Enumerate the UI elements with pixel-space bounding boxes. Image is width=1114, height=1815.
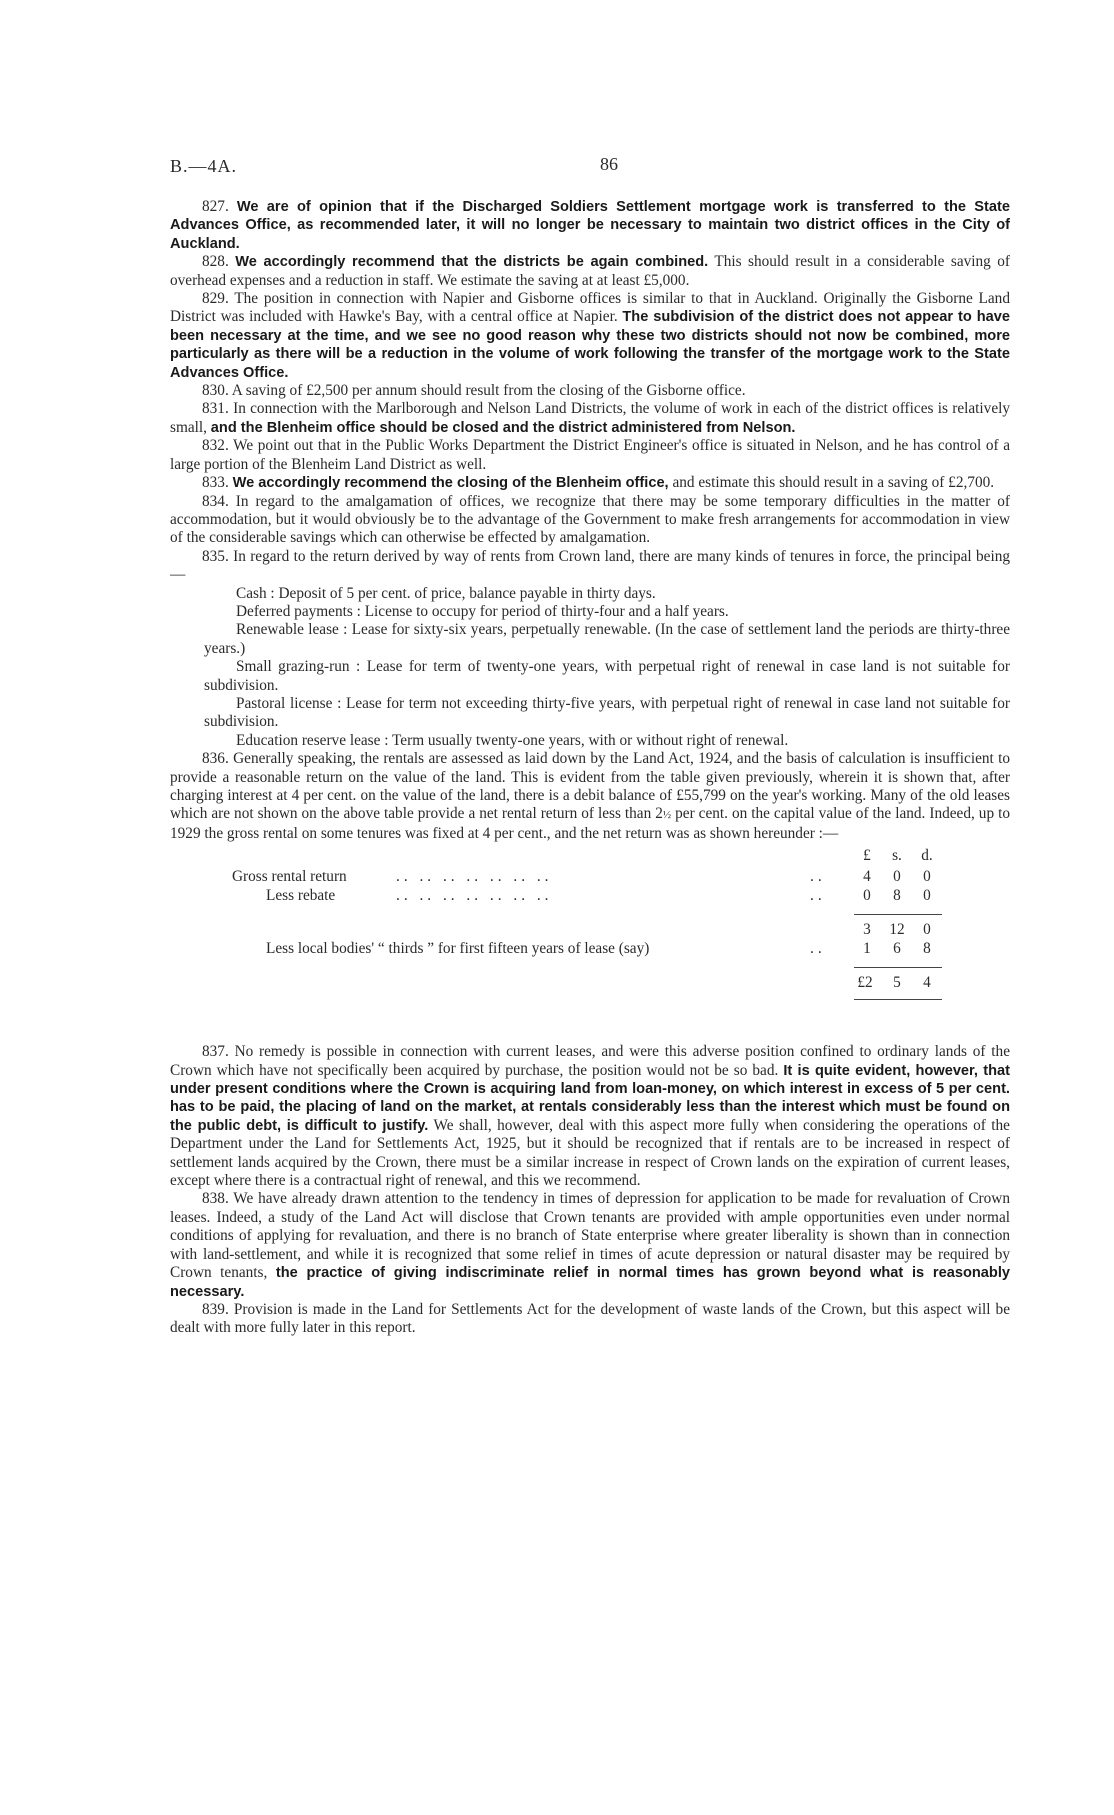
pounds-value: £2 [857, 974, 873, 992]
shillings-value: 8 [893, 887, 901, 905]
paragraph-833 [170, 474, 1010, 492]
paragraph-number: 838. [202, 1190, 229, 1208]
leader-dots: .. .. .. .. .. .. .. [396, 887, 553, 905]
body-text: No remedy is possible in connection with current leases, and were this adverse position confined to ordinary lands of the Crown which have not specifically been acquired by purchase, the position would not be so bad. [170, 1043, 1010, 1079]
body-text: The position in connection with Napier and Gisborne offices is similar to that in Auckland. Originally the Gisborne Land District was included with Hawke's Bay, with a central office at Napier. [170, 290, 1010, 326]
paragraph-number: 832. [202, 437, 229, 455]
tenure-label: Pastoral license : [236, 694, 342, 712]
calc-label: Less rebate [266, 887, 336, 905]
tenure-label: Renewable lease : [236, 621, 348, 639]
paragraph-number: 833. [202, 474, 229, 492]
bold-text: We are of opinion that if the Discharged Soldiers Settlement mortgage work is transferred to the State Advances Office, as recommended later, it will no longer be necessary to maintain two district offices in the City of Auckland. [170, 199, 1010, 252]
paragraph-836 [170, 750, 1010, 843]
body-text: Generally speaking, the rentals are assessed as laid down by the Land Act, 1924, and the basis of calculation is insufficient to provide a reasonable return on the value of the land. This is evident from the table given previously, wherein it is shown that, after charging interest at 4 per cent. on the value of the land, there is a debit balance of £55,799 on the year's working. Many of the old leases which are not shown on the above table provide a net rental return of less than 2 [170, 750, 1010, 823]
tenure-label: Small grazing-run : [236, 658, 361, 676]
paragraph-number: 827. [202, 198, 229, 215]
calc-label: Less local bodies' “ thirds ” for first fifteen years of lease (say) [266, 940, 650, 958]
pence-value: 8 [923, 940, 931, 958]
body-text: We have already drawn attention to the tendency in times of depression for application to be made for revaluation of Crown leases. Indeed, a study of the Land Act will disclose that Crown tenants are provided with ample opportunities even under normal conditions of applying for revaluation, and there is no branch of State enterprise where greater liberality is shown than in connection with land-settlement, and while it is recognized that some relief in times of acute depression or natural disaster may be required by Crown tenants, [170, 1190, 1010, 1282]
bold-text: We accordingly recommend the closing of the Blenheim office, [232, 475, 669, 492]
body-text: In connection with the Marlborough and Nelson Land Districts, the volume of work in each of the district offices is relatively small, [170, 400, 1011, 436]
bold-text: It is quite evident, however, that under present conditions where the Crown is acquiring land from loan-money, on which interest in excess of 5 per cent. has to be paid, the placing of land on the market, at rentals considerably less than the interest which must be found on the public debt, is difficult to justify. [170, 1062, 1010, 1134]
bold-text: We accordingly recommend that the districts be again combined. [235, 254, 709, 271]
body-text: We point out that in the Public Works Department the District Engineer's office is situated in Nelson, and he has control of a large portion of the Blenheim Land District as well. [170, 437, 1010, 473]
paragraph-832 [170, 437, 1010, 474]
tenure-description: Lease for sixty-six years, perpetually renewable. (In the case of settlement land the periods are thirty-three years.) [204, 621, 1010, 657]
total-rule-top [854, 967, 942, 968]
paragraph-837 [170, 1043, 1010, 1190]
paragraph-831 [170, 400, 1010, 437]
body-text: In regard to the amalgamation of offices, we recognize that there may be some temporary difficulties in the matter of accommodation, but it would obviously be to the advantage of the Government to make fresh arrangements for accommodation in view of the considerable savings which can otherwise be effected by amalgamation. [170, 492, 1011, 547]
pounds-value: 0 [863, 887, 871, 905]
paragraph-number: 831. [202, 400, 229, 418]
shillings-header: s. [892, 847, 902, 865]
subtotal-rule [854, 914, 942, 915]
tenure-list [170, 585, 1010, 751]
tenure-label: Education reserve lease : [236, 731, 389, 749]
body-text: This should result in a considerable saving of overhead expenses and a reduction in staff. We estimate the saving at at least £5,000. [170, 253, 1010, 289]
tenure-description: License to occupy for period of thirty-four and a half years. [364, 602, 729, 620]
tenure-description: Term usually twenty-one years, with or without right of renewal. [392, 731, 789, 749]
pounds-value: 4 [863, 868, 871, 886]
tenure-label: Cash : [236, 584, 275, 602]
paragraph-834 [170, 493, 1010, 548]
document-body [170, 198, 1010, 1338]
tenure-item [170, 732, 1010, 750]
leader-dots: .. [810, 868, 826, 886]
pence-header: d. [921, 847, 933, 865]
pounds-value: 1 [863, 940, 871, 958]
rental-calculation-table [170, 847, 1010, 1043]
paragraph-number: 835. [202, 547, 229, 565]
pence-value: 0 [923, 868, 931, 886]
paragraph-number: 836. [202, 750, 229, 768]
bold-text: and the Blenheim office should be closed and the district administered from Nelson. [210, 419, 796, 436]
paragraph-838 [170, 1190, 1010, 1300]
page-number: 86 [600, 154, 618, 174]
calc-row-gross [170, 868, 1010, 888]
pounds-value: 3 [863, 921, 871, 939]
report-reference: B.—4A. [170, 156, 238, 176]
pounds-header: £ [863, 847, 871, 865]
paragraph-number: 829. [202, 290, 229, 308]
pence-value: 0 [923, 887, 931, 905]
shillings-value: 12 [889, 921, 905, 939]
bold-text: the practice of giving indiscriminate relief in normal times has grown beyond what is reasonably necessary. [170, 1265, 1010, 1300]
body-text: We shall, however, deal with this aspect more fully when considering the operations of the Department under the Land for Settlements Act, 1925, but it should be recognized that if rentals are to be increased in respect of settlement lands acquired by the Crown, there must be a similar increase in respect of Crown lands on the expiration of current leases, except where there is a contractual right of renewal, and this we recommend. [170, 1116, 1010, 1190]
tenure-description: Deposit of 5 per cent. of price, balance payable in thirty days. [278, 584, 656, 602]
paragraph-830 [170, 382, 1010, 400]
body-text: A saving of £2,500 per annum should result from the closing of the Gisborne office. [231, 382, 746, 400]
column-headers [170, 847, 1010, 867]
pence-value: 0 [923, 921, 931, 939]
fraction: ½ [662, 809, 672, 822]
paragraph-number: 837. [202, 1043, 229, 1061]
body-text: and estimate this should result in a saving of £2,700. [672, 474, 995, 492]
shillings-value: 5 [893, 974, 901, 992]
pence-value: 4 [923, 974, 931, 992]
paragraph-829 [170, 290, 1010, 382]
shillings-value: 0 [893, 868, 901, 886]
paragraph-827 [170, 198, 1010, 253]
paragraph-828 [170, 253, 1010, 290]
paragraph-number: 830. [202, 382, 229, 400]
paragraph-839 [170, 1301, 1010, 1338]
tenure-item [170, 658, 1010, 695]
leader-dots: .. [810, 887, 826, 905]
tenure-item [170, 695, 1010, 732]
shillings-value: 6 [893, 940, 901, 958]
tenure-item [170, 603, 1010, 621]
tenure-description: Lease for term of twenty-one years, with perpetual right of renewal in case land is not suitable for subdivision. [204, 658, 1010, 694]
calc-row-rebate [170, 887, 1010, 907]
paragraph-number: 828. [202, 253, 229, 271]
tenure-label: Deferred payments : [236, 602, 361, 620]
tenure-item [170, 585, 1010, 603]
leader-dots: .. [810, 940, 826, 958]
calc-row-local-bodies [170, 940, 1010, 960]
tenure-description: Lease for term not exceeding thirty-five years, with perpetual right of renewal in case land not suitable for subdivision. [204, 694, 1010, 731]
calc-row-total [170, 974, 1010, 994]
body-text: per cent. on the capital value of the land. Indeed, up to 1929 the gross rental on some tenures was fixed at 4 per cent., and the net return was as shown hereunder :— [170, 805, 1010, 842]
calc-row-subtotal [170, 921, 1010, 941]
total-rule-bottom [854, 999, 942, 1000]
body-text: In regard to the return derived by way of rents from Crown land, there are many kinds of tenures in force, the principal being— [170, 547, 1010, 584]
bold-text: The subdivision of the district does not appear to have been necessary at the time, and we see no good reason why these two districts should not now be combined, more particularly as there will be a reduction in the volume of work following the transfer of the mortgage work to the State Advances Office. [170, 309, 1010, 381]
leader-dots: .. .. .. .. .. .. .. [396, 868, 553, 886]
paragraph-835 [170, 548, 1010, 585]
paragraph-number: 834. [202, 492, 229, 510]
tenure-item [170, 621, 1010, 658]
calc-label: Gross rental return [232, 868, 347, 886]
body-text: Provision is made in the Land for Settlements Act for the development of waste lands of the Crown, but this aspect will be dealt with more fully later in this report. [170, 1300, 1010, 1337]
paragraph-number: 839. [202, 1300, 229, 1318]
